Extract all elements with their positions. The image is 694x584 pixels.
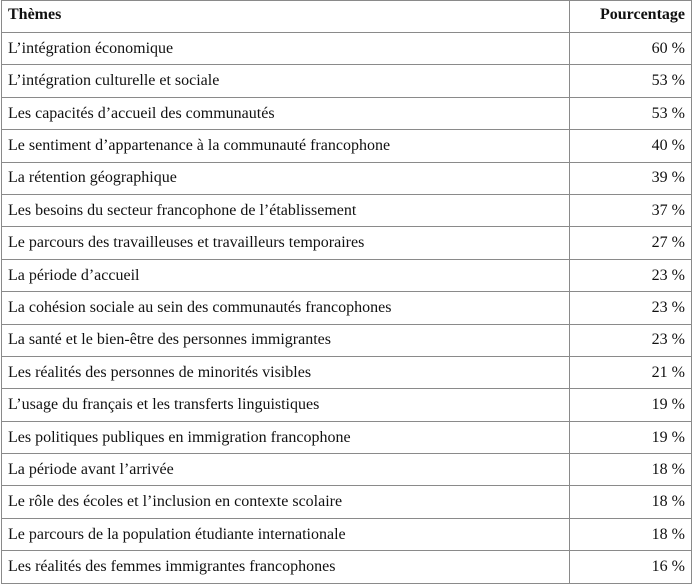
percentage-cell: 21 % [570,356,692,388]
theme-cell: Les politiques publiques en immigration francophone [2,421,570,453]
theme-cell: La cohésion sociale au sein des communautés francophones [2,292,570,324]
table-row [2,356,692,388]
table-row [2,389,692,421]
column-header-percentage: Pourcentage [570,1,692,33]
column-header-themes: Thèmes [2,1,570,33]
table-row [2,33,692,65]
table-row [2,454,692,486]
percentage-cell: 39 % [570,162,692,194]
theme-cell: La rétention géographique [2,162,570,194]
themes-table [1,0,692,584]
theme-cell: La période avant l’arrivée [2,454,570,486]
theme-cell: La santé et le bien-être des personnes immigrantes [2,324,570,356]
table-row [2,65,692,97]
table-row [2,130,692,162]
theme-cell: Le sentiment d’appartenance à la communauté francophone [2,130,570,162]
theme-cell: Les réalités des femmes immigrantes francophones [2,551,570,583]
percentage-cell: 37 % [570,194,692,226]
percentage-cell: 19 % [570,389,692,421]
percentage-cell: 18 % [570,486,692,518]
percentage-cell: 23 % [570,259,692,291]
table-row [2,194,692,226]
percentage-cell: 40 % [570,130,692,162]
percentage-cell: 19 % [570,421,692,453]
percentage-cell: 23 % [570,324,692,356]
percentage-cell: 23 % [570,292,692,324]
theme-cell: La période d’accueil [2,259,570,291]
table-row [2,97,692,129]
table-row [2,162,692,194]
table-row [2,259,692,291]
table-body [2,33,692,584]
table-row [2,324,692,356]
table-row [2,486,692,518]
table-row [2,518,692,550]
table-row [2,292,692,324]
theme-cell: Les capacités d’accueil des communautés [2,97,570,129]
table-header-row [2,1,692,33]
percentage-cell: 18 % [570,454,692,486]
theme-cell: Les réalités des personnes de minorités visibles [2,356,570,388]
table-row [2,227,692,259]
percentage-cell: 60 % [570,33,692,65]
percentage-cell: 18 % [570,518,692,550]
table-row [2,551,692,583]
percentage-cell: 27 % [570,227,692,259]
theme-cell: Le rôle des écoles et l’inclusion en contexte scolaire [2,486,570,518]
theme-cell: Le parcours des travailleuses et travailleurs temporaires [2,227,570,259]
theme-cell: L’usage du français et les transferts linguistiques [2,389,570,421]
percentage-cell: 53 % [570,65,692,97]
theme-cell: L’intégration culturelle et sociale [2,65,570,97]
table-row [2,421,692,453]
percentage-cell: 16 % [570,551,692,583]
percentage-cell: 53 % [570,97,692,129]
theme-cell: L’intégration économique [2,33,570,65]
theme-cell: Les besoins du secteur francophone de l’établissement [2,194,570,226]
theme-cell: Le parcours de la population étudiante internationale [2,518,570,550]
